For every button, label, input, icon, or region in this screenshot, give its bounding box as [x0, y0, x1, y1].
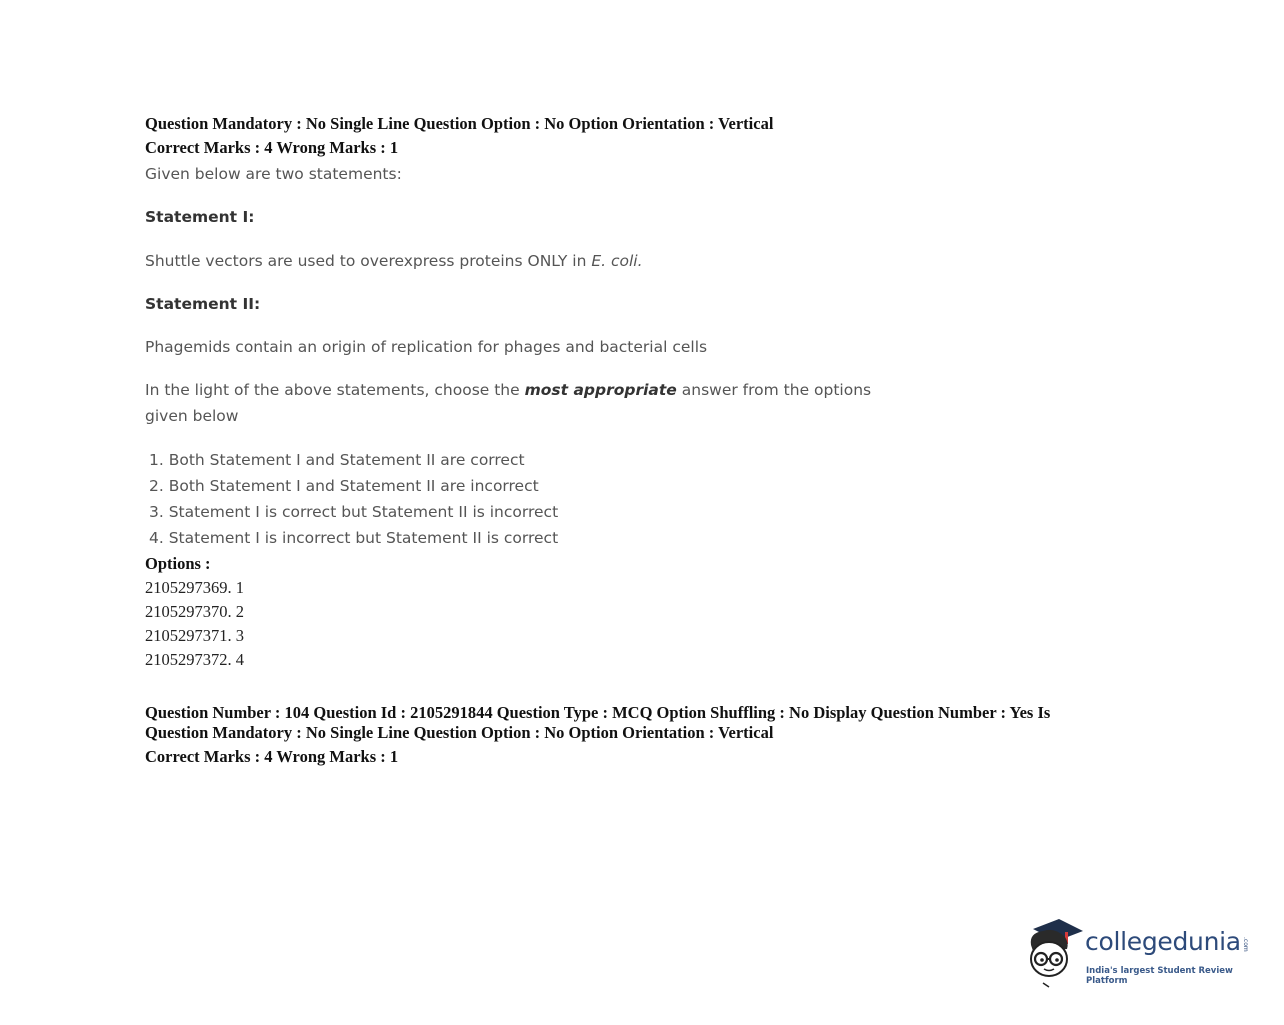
- statement2-text: Phagemids contain an origin of replication for phages and bacterial cells: [145, 338, 708, 356]
- marks-line: Correct Marks : 4 Wrong Marks : 1: [145, 138, 399, 157]
- option-item: 2105297370. 2: [145, 602, 244, 621]
- choice-list: [149, 449, 558, 553]
- list-item: 1. Both Statement I and Statement II are correct: [149, 451, 525, 469]
- mascot-icon: [1025, 917, 1085, 991]
- question-intro: Given below are two statements:: [145, 165, 402, 183]
- question-prompt: In the light of the above statements, choose the most appropriate answer from the options: [145, 381, 872, 399]
- list-item: 4. Statement I is incorrect but Statement II is correct: [149, 529, 559, 547]
- collegedunia-logo: [1025, 917, 1255, 991]
- list-item: 2. Both Statement I and Statement II are incorrect: [149, 477, 539, 495]
- next-question-marks: Correct Marks : 4 Wrong Marks : 1: [145, 747, 399, 766]
- next-question-meta-cont: Question Mandatory : No Single Line Question Option : No Option Orientation : Vertical: [145, 723, 774, 742]
- logo-suffix: .com: [1242, 937, 1249, 952]
- option-item: 2105297372. 4: [145, 650, 244, 669]
- statement1-label: Statement I:: [145, 208, 255, 226]
- statement2-label: Statement II:: [145, 295, 261, 313]
- next-question-meta: Question Number : 104 Question Id : 2105291844 Question Type : MCQ Option Shuffling : No Display Question Number : Yes Is: [145, 703, 1051, 722]
- logo-wordmark: collegedunia: [1085, 927, 1241, 956]
- question-prompt-cont: given below: [145, 407, 239, 425]
- statement1-text: Shuttle vectors are used to overexpress proteins ONLY in E. coli.: [145, 252, 643, 270]
- option-item: 2105297369. 1: [145, 578, 244, 597]
- options-label: Options :: [145, 554, 211, 573]
- list-item: 3. Statement I is correct but Statement II is incorrect: [149, 503, 559, 521]
- option-item: 2105297371. 3: [145, 626, 244, 645]
- question-meta-line: Question Mandatory : No Single Line Question Option : No Option Orientation : Vertical: [145, 114, 774, 133]
- logo-tagline: India's largest Student Review Platform: [1086, 966, 1233, 986]
